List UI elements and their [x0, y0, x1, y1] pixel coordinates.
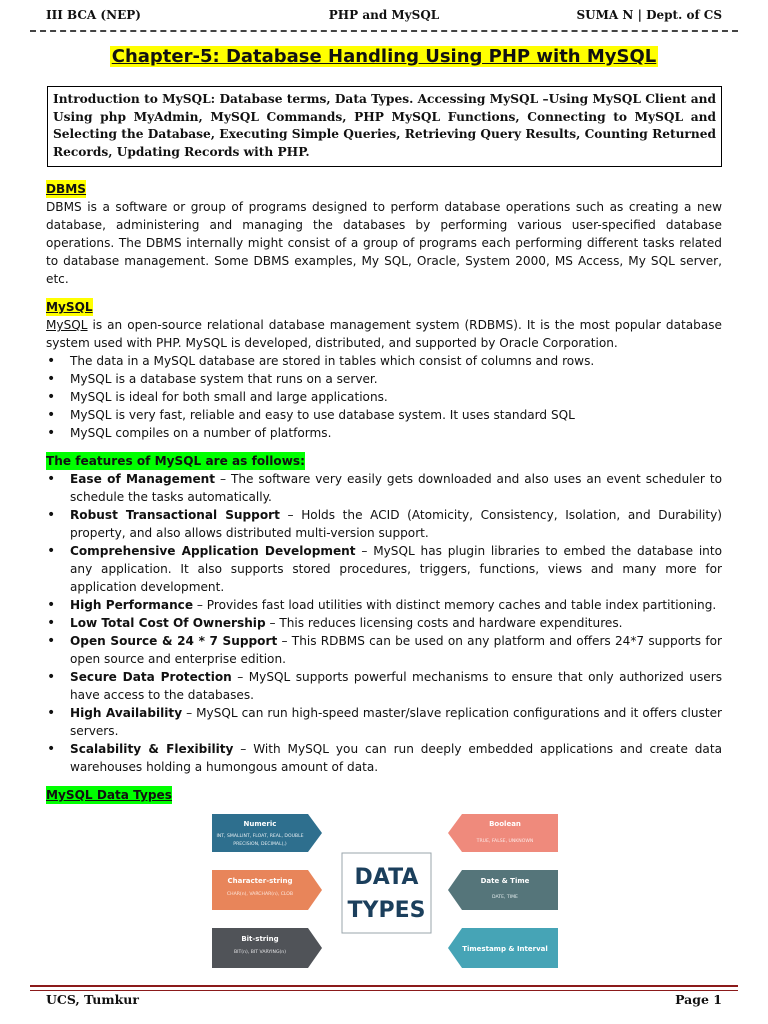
list-item: • MySQL compiles on a number of platforms. [46, 424, 722, 442]
mysql-term: MySQL [46, 318, 88, 332]
list-item: • The data in a MySQL database are stored in tables which consist of columns and rows. [46, 352, 722, 370]
datetime-types: DATE, TIME [492, 895, 518, 900]
center-label-line2: TYPES [347, 898, 426, 923]
feature-item: • High Performance – Provides fast load utilities with distinct memory caches and table index partitioning. [46, 596, 722, 614]
center-label-line1: DATA [354, 865, 419, 890]
chapter-title-text: Chapter-5: Database Handling Using PHP with MySQL [111, 46, 657, 67]
features-heading: The features of MySQL are as follows: [46, 454, 305, 468]
charstring-types: CHAR(n), VARCHAR(n), CLOB [226, 892, 294, 897]
numeric-title: Numeric [243, 820, 277, 828]
mysql-text: is an open-source relational database management system (RDBMS). It is the most popular database system used with PHP. MySQL is developed, distributed, and supported by Oracle Corporation. [46, 318, 722, 350]
header-author: SUMA N | Dept. of CS [576, 8, 722, 22]
footer-divider [30, 985, 738, 991]
bitstring-types: BIT(n), BIT VARYING(n) [233, 950, 287, 955]
feature-item: • Ease of Management – The software very easily gets downloaded and also uses an event scheduler to schedule the tasks automatically. [46, 470, 722, 506]
boolean-values: TRUE, FALSE, UNKNOWN [476, 839, 534, 844]
date-time-box [448, 870, 558, 910]
charstring-title: Character-string [227, 877, 293, 885]
features-list [46, 470, 722, 776]
page-footer [46, 992, 722, 1010]
mysql-bullet-list [46, 352, 722, 442]
chapter-title [0, 46, 768, 67]
mysql-paragraph [46, 316, 722, 352]
dbms-heading: DBMS [46, 182, 87, 196]
boolean-title: Boolean [489, 820, 521, 828]
character-string-box [212, 870, 322, 910]
document-body [46, 180, 722, 804]
mysql-heading: MySQL [46, 300, 93, 314]
bitstring-title: Bit-string [241, 935, 279, 943]
bit-string-box [212, 928, 322, 968]
list-item: • MySQL is very fast, reliable and easy to use database system. It uses standard SQL [46, 406, 722, 424]
feature-item: • High Availability – MySQL can run high-speed master/slave replication configurations and it offers cluster servers. [46, 704, 722, 740]
datatypes-heading: MySQL Data Types [46, 788, 172, 802]
footer-institution: UCS, Tumkur [46, 992, 139, 1007]
list-item: • MySQL is a database system that runs on a server. [46, 370, 722, 388]
feature-item: • Comprehensive Application Development – MySQL has plugin libraries to embed the database into any application. It also supports stored procedures, triggers, functions, views and many more for application development. [46, 542, 722, 596]
feature-item: • Secure Data Protection – MySQL supports powerful mechanisms to ensure that only authorized users have access to the databases. [46, 668, 722, 704]
dbms-paragraph: DBMS is a software or group of programs designed to perform database operations such as creating a new database, administering and managing the databases by performing various user-specified database operations. The DBMS internally might consist of a group of programs each performing different tasks related to database management. Some DBMS examples, My SQL, Oracle, System 2000, MS Access, My SQL server, etc. [46, 200, 722, 286]
datetime-title: Date & Time [480, 877, 530, 885]
header-divider [30, 30, 738, 32]
feature-item: • Open Source & 24 * 7 Support – This RDBMS can be used on any platform and offers 24*7 supports for open source and enterprise edition. [46, 632, 722, 668]
numeric-types: INT, SMALLINT, FLOAT, REAL, DOUBLE [216, 834, 304, 839]
data-types-diagram [212, 812, 558, 972]
syllabus-box: Introduction to MySQL: Database terms, Data Types. Accessing MySQL –Using MySQL Client and Using php MyAdmin, MySQL Commands, PHP MySQL Functions, Connecting to MySQL and Selecting the Database, Executing Simple Queries, Retrieving Query Results, Counting Returned Records, Updating Records with PHP. [47, 86, 722, 167]
page-number: Page 1 [675, 992, 722, 1007]
header-course: III BCA (NEP) [46, 8, 141, 22]
list-item: • MySQL is ideal for both small and large applications. [46, 388, 722, 406]
page-header [46, 8, 722, 26]
timestamp-title: Timestamp & Interval [462, 945, 548, 953]
feature-item: • Robust Transactional Support – Holds the ACID (Atomicity, Consistency, Isolation, and Durability) property, and also allows distributed multi-version support. [46, 506, 722, 542]
header-subject: PHP and MySQL [328, 8, 440, 22]
feature-item: • Low Total Cost Of Ownership – This reduces licensing costs and hardware expenditures. [46, 614, 722, 632]
feature-item: • Scalability & Flexibility – With MySQL you can run deeply embedded applications and create data warehouses holding a humongous amount of data. [46, 740, 722, 776]
numeric-types-2: PRECISION, DECIMAL(,) [233, 842, 287, 847]
